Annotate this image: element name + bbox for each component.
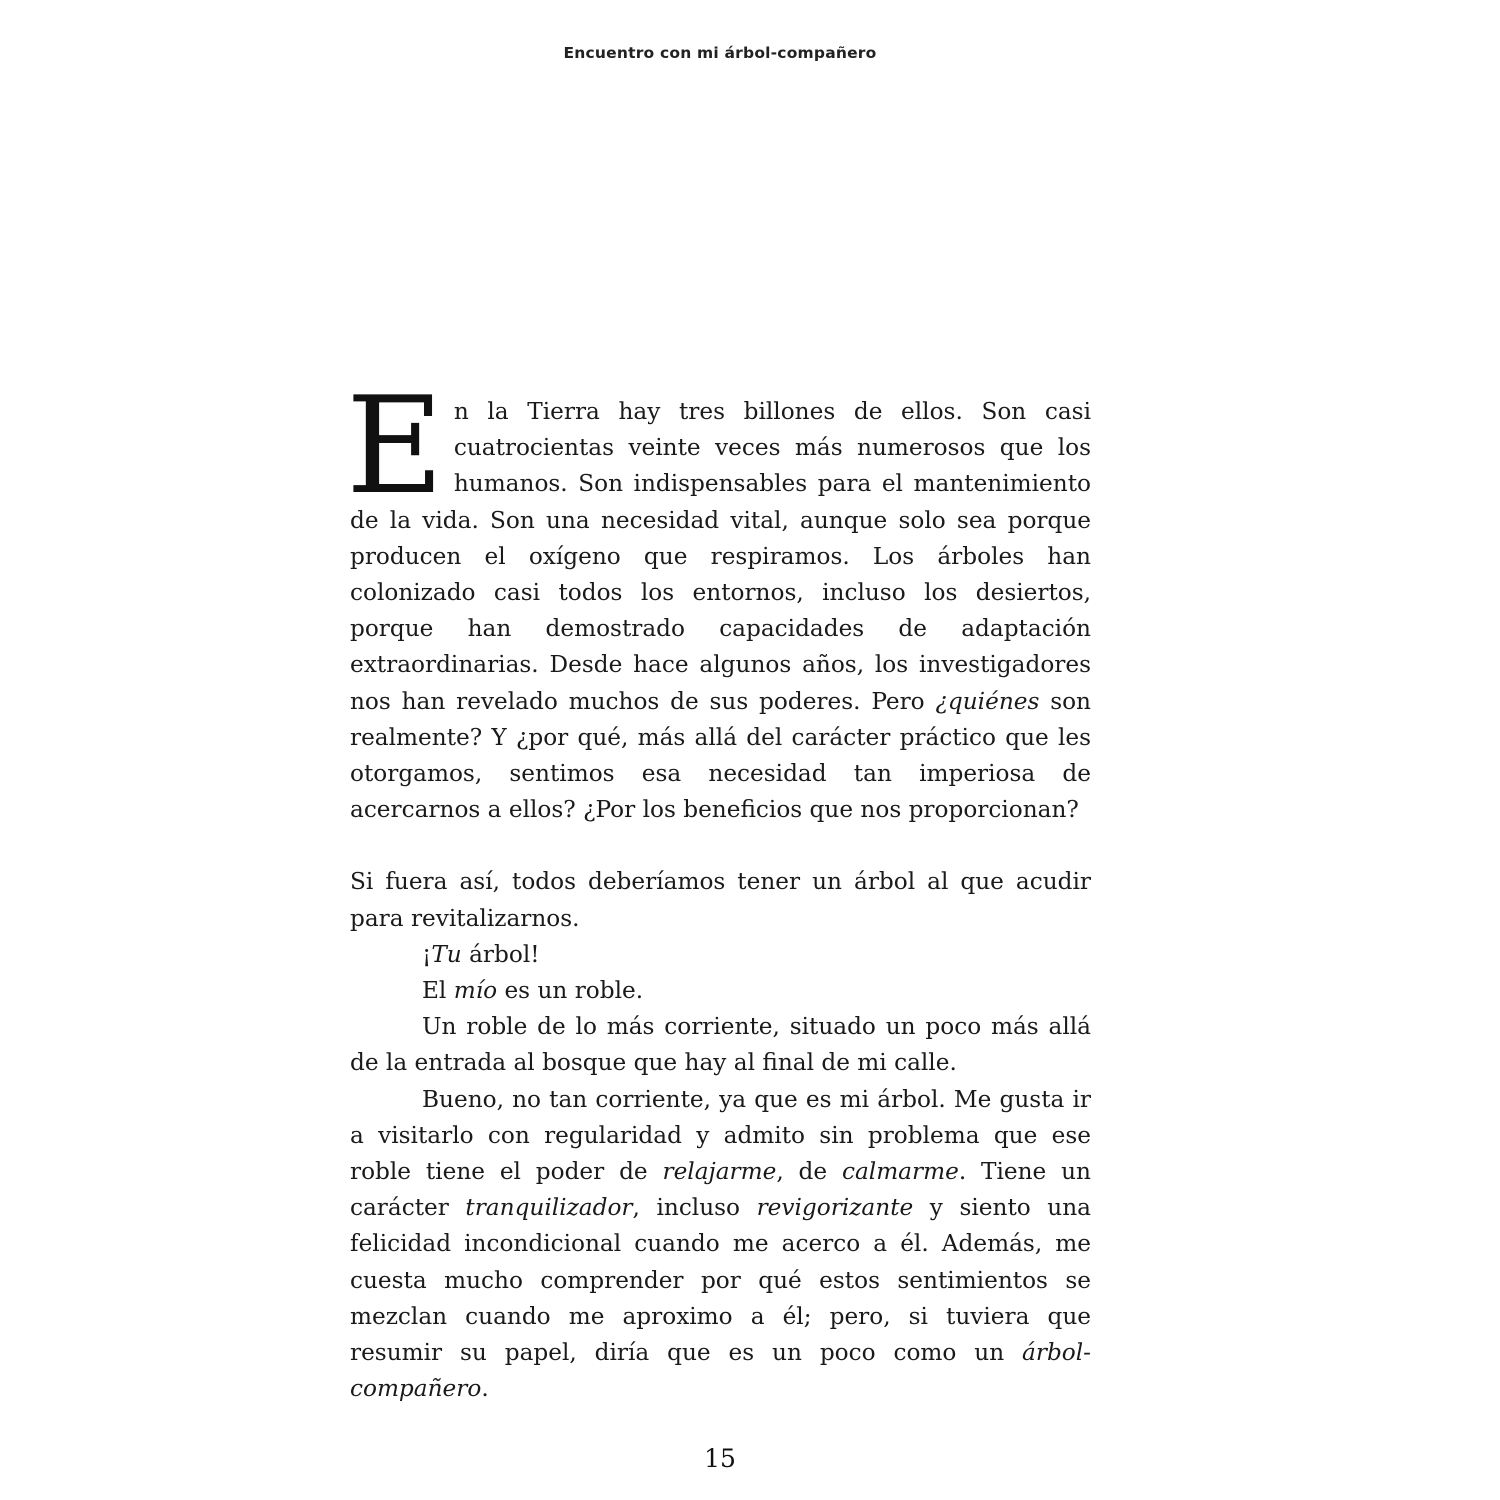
paragraph-6-emphasis-calmarme: calmarme — [841, 1158, 959, 1186]
paragraph-6-text-a: Bueno, no tan corriente, ya que es mi árbol. Me gusta ir a visitarlo con regularidad y admito sin problema que ese roble tiene el poder de — [350, 1085, 1091, 1186]
paragraph-6-emphasis-revigorizante: revigorizante — [756, 1194, 914, 1222]
paragraph-1 — [346, 368, 1091, 828]
paragraph-1-emphasis: ¿quiénes — [935, 687, 1040, 715]
paragraph-5: Un roble de lo más corriente, situado un poco más allá de la entrada al bosque que hay al final de mi calle. — [350, 1013, 1091, 1077]
paragraph-4-suffix: es un roble. — [497, 977, 644, 1005]
page-number: 15 — [704, 1444, 736, 1473]
paragraph-6-text-e: y siento una felicidad incondicional cuando me acerco a él. Además, me cuesta mucho comprender por qué estos sentimientos se mezclan cuando me aproximo a él; pero, si tuviera que resumir su papel, diría que es un poco como un — [350, 1194, 1091, 1367]
paragraph-1-text-b: son realmente? Y ¿por qué, más allá del carácter práctico que les otorgamos, sentimos esa necesidad tan imperiosa de acercarnos a ellos? ¿Por los beneficios que nos proporcionan? — [350, 687, 1091, 824]
paragraph-6-text-b: , de — [776, 1158, 842, 1186]
running-head: Encuentro con mi árbol-compañero — [563, 44, 877, 62]
paragraph-6 — [350, 1082, 1091, 1408]
paragraph-3 — [350, 937, 1091, 973]
paragraph-2: Si fuera así, todos deberíamos tener un árbol al que acudir para revitalizarnos. — [350, 868, 1091, 932]
paragraph-4-emphasis: mío — [453, 977, 498, 1005]
paragraph-6-emphasis-relajarme: relajarme — [662, 1158, 777, 1186]
drop-cap: E — [346, 368, 444, 524]
paragraph-6-text-d: , incluso — [632, 1194, 757, 1222]
paragraph-3-emphasis: Tu — [431, 940, 462, 968]
paragraph-6-text-f: . — [481, 1375, 489, 1403]
paragraph-6-emphasis-tranquilizador: tranquilizador — [465, 1194, 633, 1222]
paragraph-3-suffix: árbol! — [461, 940, 540, 968]
paragraph-4 — [350, 973, 1091, 1009]
paragraph-6-text-c: . Tiene un carácter — [350, 1158, 1091, 1222]
paragraph-6-emphasis-arbol-companero: árbol-compañero — [350, 1339, 1091, 1403]
body-text — [346, 368, 1091, 1407]
paragraph-4-prefix: El — [422, 977, 454, 1005]
paragraph-3-prefix: ¡ — [422, 940, 432, 968]
paragraph-1-text-a: n la Tierra hay tres billones de ellos. Son casi cuatrocientas veinte veces más numerosos que los humanos. Son indispensables para el mantenimiento de la vida. Son una necesidad vital, aunque solo sea porque producen el oxígeno que respiramos. Los árboles han colonizado casi todos los entornos, incluso los desiertos, porque han demostrado capacidades de adaptación extraordinarias. Desde hace algunos años, los investigadores nos han revelado muchos de sus poderes. Pero — [350, 398, 1091, 715]
